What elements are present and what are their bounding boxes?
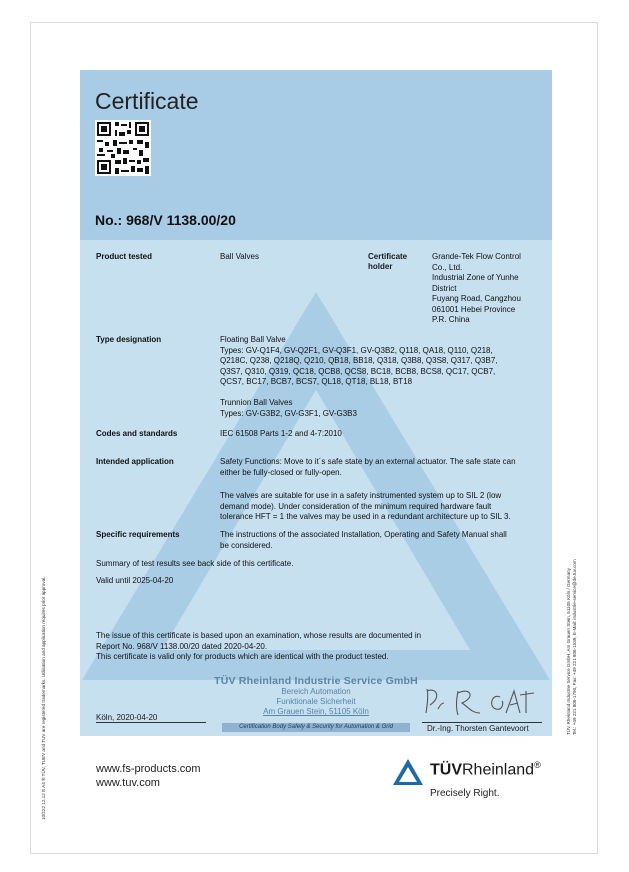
stamp-certification-body: Certification Body Safety & Security for Automation & Grid bbox=[222, 723, 410, 732]
product-tested-label: Product tested bbox=[96, 252, 153, 261]
left-margin-note: 10/222 12.12 E A4 ® TÜV, TUEV and TUV are registered trademarks. Utilisation and application requires prior approval. bbox=[41, 576, 46, 820]
issue-line: The issue of this certificate is based upon an examination, whose results are documented in bbox=[96, 631, 422, 640]
stamp-line: Funktionale Sicherheit bbox=[276, 697, 356, 706]
intended-line: Safety Functions: Move to it´s safe state by an external actuator. The safe state can bbox=[220, 457, 516, 466]
signatory-name: Dr.-Ing. Thorsten Gantevoort bbox=[427, 724, 529, 733]
qr-code-icon bbox=[95, 120, 151, 176]
tuv-logo-triangle-icon bbox=[392, 758, 424, 786]
certificate-holder-label: Certificate holder bbox=[368, 252, 408, 271]
type-line: Types: GV-Q1F4, GV-Q2F1, GV-Q3F1, GV-Q3B2, Q118, QA18, Q110, Q218, bbox=[220, 345, 493, 355]
holder-line: 061001 Hebei Province bbox=[432, 304, 516, 314]
contact-line: TÜV Rheinland Industrie Service GmbH, Am Grauen Stein, 51105 Köln / Germany bbox=[566, 568, 571, 735]
codes-standards-label: Codes and standards bbox=[96, 429, 178, 438]
certification-stamp bbox=[212, 675, 420, 717]
tuv-rheinland-logo-text bbox=[430, 760, 541, 779]
valid-until: Valid until 2025-04-20 bbox=[96, 576, 174, 585]
type-line: Q3S7, Q310, Q319, QC18, QCB8, QCS8, BC18, BCB8, BCS8, QC17, QCB7, bbox=[220, 366, 496, 376]
intended-application-safety bbox=[220, 457, 516, 478]
specific-line: The instructions of the associated Installation, Operating and Safety Manual shall bbox=[220, 530, 507, 539]
type-line: Q218C, Q238, Q218Q, Q210, QB18, BB18, Q318, Q3B8, Q3S8, Q317, Q3B7, bbox=[220, 356, 498, 365]
stamp-line: Am Grauen Stein, 51105 Köln bbox=[263, 707, 369, 716]
summary-note: Summary of test results see back side of this certificate. bbox=[96, 559, 294, 568]
product-tested-value: Ball Valves bbox=[220, 252, 259, 261]
type-line: Types: GV-G3B2, GV-G3F1, GV-G3B3 bbox=[220, 408, 357, 418]
certificate-title: Certificate bbox=[95, 88, 199, 114]
intended-application-sil bbox=[220, 491, 511, 523]
type-line: Floating Ball Valve bbox=[220, 335, 286, 344]
specific-line: be considered. bbox=[220, 540, 273, 550]
handwritten-signature-icon bbox=[422, 683, 544, 721]
type-designation-label: Type designation bbox=[96, 335, 162, 344]
intended-line: either be fully-closed or fully-open. bbox=[220, 467, 342, 477]
holder-line: Fuyang Road, Cangzhou bbox=[432, 294, 521, 303]
stamp-company-name: TÜV Rheinland Industrie Service GmbH bbox=[214, 675, 418, 687]
stamp-line: Bereich Automation bbox=[281, 687, 351, 696]
issue-line: This certificate is valid only for products which are identical with the product tested. bbox=[96, 652, 389, 661]
intended-line: The valves are suitable for use in a safety instrumented system up to SIL 2 (low bbox=[220, 491, 502, 500]
specific-requirements-label: Specific requirements bbox=[96, 530, 180, 539]
place-date-line bbox=[96, 722, 206, 723]
holder-line: Co., Ltd. bbox=[432, 262, 463, 272]
type-designation-trunnion bbox=[220, 398, 357, 419]
specific-requirements-value bbox=[220, 530, 507, 551]
brand-registered: ® bbox=[534, 760, 541, 770]
place-and-date: Köln, 2020-04-20 bbox=[96, 713, 158, 722]
right-margin-contact bbox=[566, 559, 578, 735]
type-designation-floating bbox=[220, 335, 498, 388]
certificate-holder-address bbox=[432, 252, 521, 326]
type-line: Trunnion Ball Valves bbox=[220, 398, 293, 407]
issue-statement bbox=[96, 631, 421, 663]
intended-line: demand mode). Under consideration of the minimum required hardware fault bbox=[220, 501, 492, 511]
website-fs-products: www.fs-products.com bbox=[96, 763, 201, 775]
holder-line: Grande-Tek Flow Control bbox=[432, 252, 521, 261]
codes-standards-value: IEC 61508 Parts 1-2 and 4-7:2010 bbox=[220, 429, 342, 438]
holder-line: District bbox=[432, 283, 457, 293]
contact-line: Tel.: +49 221 806-1790, Fax: +49 221 806-1539, E-Mail: industrie-service@de.tuv.com bbox=[572, 559, 577, 735]
websites bbox=[96, 762, 201, 790]
intended-application-label: Intended application bbox=[96, 457, 174, 466]
brand-rheinland: Rheinland bbox=[462, 761, 535, 779]
issue-line: Report No. 968/V 1138.00/20 dated 2020-04-20. bbox=[96, 641, 268, 651]
website-tuv: www.tuv.com bbox=[96, 777, 160, 789]
intended-line: tolerance HFT = 1 the valves may be used in a redundant architecture up to SIL 3. bbox=[220, 512, 511, 521]
type-line: QCS7, BC17, BCB7, BCS7, QL18, QT18, BL18, BT18 bbox=[220, 377, 413, 386]
certificate-number: No.: 968/V 1138.00/20 bbox=[95, 212, 236, 228]
brand-tuv: TÜV bbox=[430, 761, 462, 779]
holder-line: Industrial Zone of Yunhe bbox=[432, 273, 519, 282]
signature-line bbox=[422, 722, 542, 723]
holder-line: P.R. China bbox=[432, 315, 470, 324]
brand-tagline: Precisely Right. bbox=[430, 788, 500, 799]
